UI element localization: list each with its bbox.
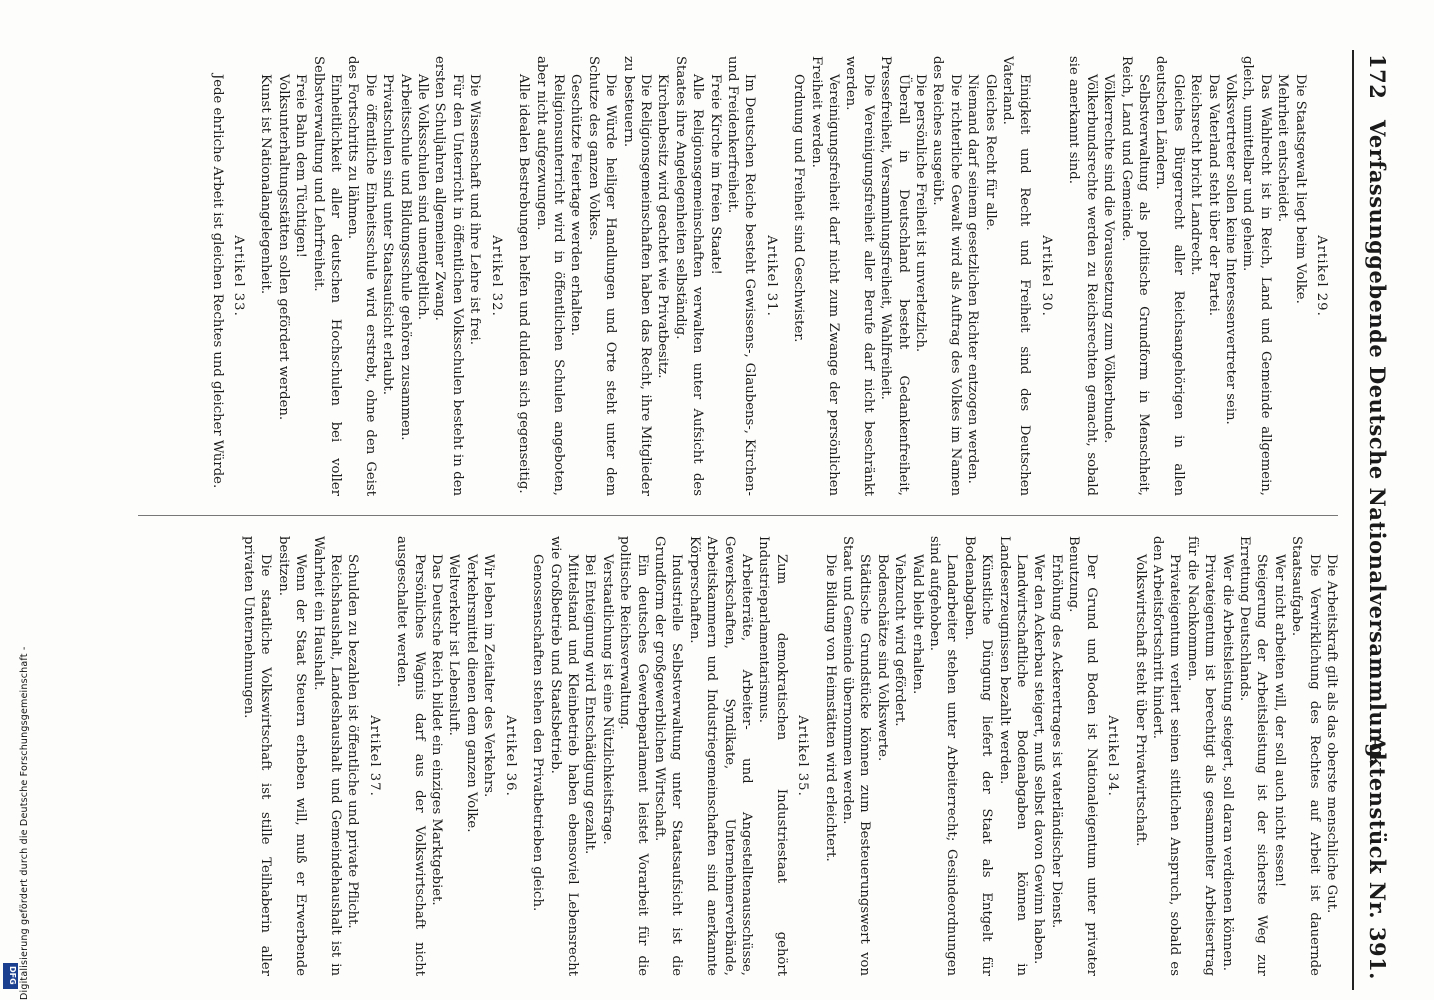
paragraph: Alle idealen Bestrebungen helfen und dulden sich gegenseitig.	[516, 74, 532, 494]
page-header	[1352, 50, 1398, 990]
paragraph: Freie Kirche im freien Staate!	[707, 74, 723, 275]
page-title: Verfassunggebende Deutsche Nationalversammlung.	[1365, 120, 1390, 766]
paragraph: Die persönliche Freiheit ist unverletzlich.	[913, 74, 929, 353]
funding-note: Digitalisierung gefördert durch die Deutsche Forschungsgemeinschaft -	[19, 646, 30, 1000]
paragraph: Städtische Grundstücke können zum Besteuerungswert von Staat und Gemeinde übernommen werden.	[840, 536, 873, 976]
paragraph: Volksvertreter sollen keine Interessenvertreter sein.	[1222, 74, 1238, 425]
paragraph: Die richterliche Gewalt wird als Auftrag des Volkes im Namen des Reiches ausgeübt.	[930, 56, 963, 496]
article-heading: Artikel 35.	[795, 715, 811, 797]
document-reference: Aktenstück Nr. 391.	[1365, 735, 1390, 980]
paragraph: Für den Unterricht in öffentlichen Volksschulen besteht in den ersten Schuljahren allgemeiner Zwang.	[432, 56, 465, 496]
paragraph: Wer nicht arbeiten will, der soll auch nicht essen!	[1271, 554, 1287, 888]
paragraph: Überall in Deutschland besteht Gedankenfreiheit, Pressefreiheit, Versammlungsfreiheit, Wahlfreiheit.	[878, 56, 911, 496]
paragraph: Kunst ist Nationalangelegenheit.	[258, 74, 274, 295]
paragraph: Mehrheit entscheidet.	[1275, 74, 1291, 223]
paragraph: Wald bleibt erhalten.	[909, 554, 925, 695]
paragraph: Wir leben im Zeitalter des Verkehrs.	[481, 554, 497, 798]
paragraph: Die Arbeitskraft gilt als das oberste menschliche Gut.	[1324, 554, 1339, 914]
right-text-column	[140, 536, 1340, 976]
paragraph: Arbeitsschule und Bildungsschule gehören zusammen.	[397, 74, 413, 441]
paragraph: Die Bildung von Heimstätten wird erleichtert.	[822, 554, 838, 862]
column-divider	[138, 515, 1338, 516]
paragraph: Einheitlichkeit aller deutschen Hochschulen bei voller Selbstverwaltung und Lehrfreiheit.	[310, 56, 344, 496]
paragraph: Verstaatlichung ist eine Nützlichkeitsfrage.	[599, 554, 615, 845]
paragraph: Wer die Arbeitsleistung steigert, soll daran verdienen können.	[1219, 554, 1235, 971]
paragraph: Volkswirtschaft steht über Privatwirtschaft.	[1132, 554, 1148, 847]
paragraph: Erhöhung des Ackerertrages ist vaterländischer Dienst.	[1048, 554, 1064, 929]
paragraph: Niemand darf seinem gesetzlichen Richter entzogen werden.	[965, 74, 981, 484]
paragraph: Die Wissenschaft und ihre Lehre ist frei.	[467, 74, 483, 345]
paragraph: Jede ehrliche Arbeit ist gleichen Rechtes und gleicher Würde.	[209, 74, 225, 489]
paragraph: Künstliche Düngung liefert der Staat als Entgelt für Bodenabgaben.	[961, 536, 995, 976]
rotated-page-content	[128, 50, 1398, 990]
article-heading: Artikel 33.	[231, 235, 247, 317]
paragraph: Alle Religionsgemeinschaften verwalten unter Aufsicht des Staates ihre Angelegenheiten selbständig.	[672, 56, 706, 496]
paragraph: Vereinigungsfreiheit darf nicht zum Zwange der persönlichen Freiheit werden.	[808, 56, 842, 496]
paragraph: Das Deutsche Reich bildet ein einziges Marktgebiet.	[429, 554, 445, 906]
paragraph: Einigkeit und Recht und Freiheit sind des Deutschen Vaterland.	[1000, 56, 1033, 496]
paragraph: Wer den Ackerbau steigert, muß selbst davon Gewinn haben.	[1031, 554, 1047, 965]
paragraph: Genossenschaften stehen den Privatbetrieben gleich.	[530, 554, 546, 912]
paragraph: Landwirtschaftliche Bodenabgaben können in Landeserzeugnissen bezahlt werden.	[996, 536, 1030, 976]
left-text-column	[140, 56, 1340, 496]
paragraph: Die Verwirklichung des Rechtes auf Arbeit ist dauernde Staatsaufgabe.	[1289, 536, 1322, 976]
paragraph: Die Vereinigungsfreiheit aller Berufe darf nicht beschränkt werden.	[843, 56, 876, 496]
paragraph: Ein deutsches Gewerbeparlament leistet Vorarbeit für die politische Reichsverwaltung.	[617, 536, 650, 976]
paragraph: Bei Enteignung wird Entschädigung gezahlt.	[582, 554, 598, 855]
paragraph: Die staatliche Volkswirtschaft ist stille Teilhaberin aller privaten Unternehmungen.	[241, 536, 274, 976]
article-heading: Artikel 31.	[763, 235, 779, 317]
paragraph: Die Staatsgewalt liegt beim Volke.	[1292, 74, 1308, 304]
paragraph: Privatschulen sind unter Staatsaufsicht erlaubt.	[380, 74, 396, 395]
paragraph: Reichshaushalt, Landeshaushalt und Gemeindehaushalt ist in Wahrheit ein Haushalt.	[310, 536, 344, 976]
paragraph: Volksunterhaltungsstätten sollen gefördert werden.	[275, 74, 291, 421]
article-heading: Artikel 34.	[1105, 715, 1121, 797]
paragraph: Das Vaterland steht über der Partei.	[1205, 74, 1221, 316]
article-heading: Artikel 32.	[488, 235, 504, 317]
paragraph: Gleiches Bürgerrecht aller Reichsangehörigen in allen deutschen Ländern.	[1153, 56, 1186, 496]
paragraph: Zum demokratischen Industriestaat gehört Industrieparlamentarismus.	[756, 536, 789, 976]
paragraph: Viehzucht wird gefördert.	[892, 554, 908, 727]
paragraph: Reichsrecht bricht Landrecht.	[1188, 74, 1204, 276]
paragraph: Privateigentum ist berechtigt als gesammelter Arbeitsertrag für die Nachkommen.	[1184, 536, 1218, 976]
paragraph: Gleiches Recht für alle.	[982, 74, 998, 231]
paragraph: Alle Volksschulen sind unentgeltlich.	[415, 74, 431, 320]
paragraph: Schulden zu bezahlen ist öffentliche und private Pflicht.	[345, 554, 361, 929]
paragraph: Verkehrsmittel dienen dem ganzen Volke.	[463, 554, 479, 833]
paragraph: Wenn der Staat Steuern erheben will, muß er Erwerbende besitzen.	[275, 536, 309, 976]
article-heading: Artikel 29.	[1314, 235, 1329, 317]
paragraph: Steigerung der Arbeitsleistung ist der sicherste Weg zur Errettung Deutschlands.	[1236, 536, 1270, 976]
paragraph: Weltverkehr ist Lebensluft.	[446, 554, 462, 736]
digitization-sidebar	[2, 0, 30, 1000]
paragraph: Völkerbundsrechte werden zu Reichsrechten gemacht, sobald sie anerkannt sind.	[1066, 56, 1099, 496]
article-heading: Artikel 30.	[1038, 235, 1054, 317]
paragraph: Die Würde heiliger Handlungen und Orte steht unter dem Schutze des ganzen Volkes.	[585, 56, 619, 496]
paragraph: Die öffentliche Einheitsschule wird erstrebt, ohne den Geist des Fortschritts zu lähmen.	[345, 56, 378, 496]
paragraph: Privateigentum verliert seinen sittlichen Anspruch, sobald es den Arbeitsfortschritt hindert.	[1149, 536, 1183, 976]
article-heading: Artikel 37.	[366, 715, 382, 797]
paragraph: Mittelstand und Kleinbetrieb haben ebensoviel Lebensrecht wie Großbetrieb und Staatsbetrieb.	[547, 536, 580, 976]
paragraph: Religionsunterricht wird in öffentlichen Schulen angeboten, aber nicht aufgezwungen.	[533, 56, 566, 496]
page-number: 172	[1365, 54, 1390, 100]
paragraph: Kirchenbesitz wird geachtet wie Privatbesitz.	[655, 74, 671, 379]
paragraph: Industrielle Selbstverwaltung unter Staatsaufsicht ist die Grundform der großgewerblichen Wirtschaft.	[651, 536, 685, 976]
paragraph: Selbstverwaltung als politische Grundform in Menschheit, Reich, Land und Gemeinde.	[1118, 56, 1151, 496]
paragraph: Das Wahlrecht ist in Reich, Land und Gemeinde allgemein, gleich, unmittelbar und geheim.	[1240, 56, 1273, 496]
paragraph: Im Deutschen Reiche besteht Gewissens-, Glaubens-, Kirchen- und Freidenkerfreiheit.	[725, 56, 758, 496]
dfg-logo-text: DFG	[8, 966, 17, 985]
paragraph: Völkerrechte sind die Voraussetzung zum Völkerbunde.	[1101, 74, 1117, 444]
paragraph: Freie Bahn dem Tüchtigen!	[293, 74, 309, 258]
dfg-logo	[3, 963, 18, 989]
paragraph: Landarbeiter stehen unter Arbeiterrecht; Gesindeordnungen sind aufgehoben.	[927, 536, 960, 976]
article-heading: Artikel 36.	[502, 715, 518, 797]
paragraph: Bodenschätze sind Volkswerte.	[874, 554, 890, 762]
paragraph: Arbeiterräte, Arbeiter- und Angestelltenausschüsse, Gewerkschaften, Syndikate, Unternehmerverbände, Arbeitskammern und Industriegemeinschaften sind anerkannte Körperschaften.	[686, 536, 754, 976]
paragraph: Geschützte Feiertage werden erhalten.	[568, 74, 584, 336]
paragraph: Ordnung und Freiheit sind Geschwister.	[791, 74, 807, 343]
paragraph: Der Grund und Boden ist Nationaleigentum unter privater Benutzung.	[1066, 536, 1099, 976]
paragraph: Persönliches Wagnis darf aus der Volkswirtschaft nicht ausgeschaltet werden.	[394, 536, 427, 976]
paragraph: Die Religionsgemeinschaften haben das Recht, ihre Mitglieder zu besteuern.	[620, 56, 653, 496]
